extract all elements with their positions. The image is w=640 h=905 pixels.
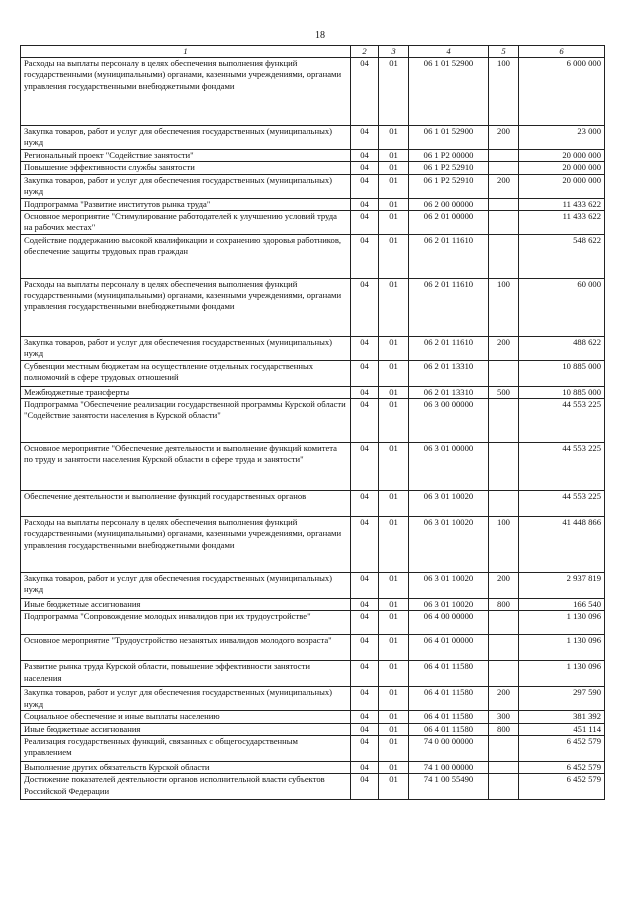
table-row [21,336,605,360]
row-subsection: 01 [379,611,409,635]
row-amount: 41 448 866 [519,517,605,573]
table-row [21,599,605,611]
table-row [21,736,605,762]
table-row [21,517,605,573]
row-amount: 1 130 096 [519,661,605,687]
row-target-code: 06 4 01 11580 [409,723,489,735]
row-amount: 20 000 000 [519,174,605,198]
row-subsection: 01 [379,336,409,360]
row-name: Региональный проект "Содействие занятости" [21,150,351,162]
row-expense-type [489,611,519,635]
row-subsection: 01 [379,210,409,234]
table-row [21,386,605,398]
row-name: Основное мероприятие "Обеспечение деятельности и выполнение функций комитета по труду и занятости населения Курской области в сфере труда и занятости" [21,443,351,491]
row-subsection: 01 [379,762,409,774]
row-amount: 10 885 000 [519,386,605,398]
row-expense-type: 300 [489,711,519,723]
table-row [21,723,605,735]
row-section: 04 [351,399,379,443]
table-row [21,126,605,150]
row-target-code: 06 3 01 10020 [409,491,489,517]
row-section: 04 [351,443,379,491]
table-row [21,573,605,599]
row-target-code: 06 3 01 10020 [409,517,489,573]
row-section: 04 [351,723,379,735]
table-row [21,443,605,491]
table-row [21,635,605,661]
table-row [21,687,605,711]
row-amount: 451 114 [519,723,605,735]
row-section: 04 [351,198,379,210]
row-target-code: 06 2 01 13310 [409,386,489,398]
row-target-code: 06 2 01 11610 [409,234,489,278]
row-subsection: 01 [379,162,409,174]
table-row [21,360,605,386]
row-name: Закупка товаров, работ и услуг для обеспечения государственных (муниципальных) нужд [21,573,351,599]
column-header: 5 [489,46,519,58]
row-name: Достижение показателей деятельности органов исполнительной власти субъектов Российской Федерации [21,774,351,800]
row-name: Содействие поддержанию высокой квалификации и сохранению здоровья работников, обеспечение защиты трудовых прав граждан [21,234,351,278]
row-subsection: 01 [379,723,409,735]
row-target-code: 06 1 P2 52910 [409,162,489,174]
row-amount: 44 553 225 [519,443,605,491]
table-row [21,174,605,198]
row-amount: 23 000 [519,126,605,150]
row-amount: 1 130 096 [519,611,605,635]
row-subsection: 01 [379,599,409,611]
row-subsection: 01 [379,399,409,443]
table-row [21,711,605,723]
row-section: 04 [351,174,379,198]
row-amount: 20 000 000 [519,150,605,162]
row-section: 04 [351,336,379,360]
budget-table [20,45,605,800]
row-subsection: 01 [379,234,409,278]
row-section: 04 [351,162,379,174]
row-expense-type [489,635,519,661]
row-target-code: 06 2 01 00000 [409,210,489,234]
row-expense-type: 200 [489,687,519,711]
row-target-code: 06 3 01 10020 [409,599,489,611]
row-name: Расходы на выплаты персоналу в целях обеспечения выполнения функций государственными (муниципальными) органами, казенными учреждениями, органами управления государственными внебюджетными фондами [21,278,351,336]
row-expense-type: 200 [489,336,519,360]
row-name: Обеспечение деятельности и выполнение функций государственных органов [21,491,351,517]
row-section: 04 [351,635,379,661]
row-expense-type: 200 [489,573,519,599]
row-target-code: 74 1 00 55490 [409,774,489,800]
row-target-code: 06 4 01 11580 [409,687,489,711]
row-section: 04 [351,278,379,336]
row-section: 04 [351,150,379,162]
row-name: Расходы на выплаты персоналу в целях обеспечения выполнения функций государственными (муниципальными) органами, казенными учреждениями, органами управления государственными внебюджетными фондами [21,517,351,573]
row-name: Закупка товаров, работ и услуг для обеспечения государственных (муниципальных) нужд [21,336,351,360]
row-name: Межбюджетные трансферты [21,386,351,398]
row-name: Выполнение других обязательств Курской области [21,762,351,774]
row-section: 04 [351,58,379,126]
row-expense-type [489,774,519,800]
row-amount: 488 622 [519,336,605,360]
table-row [21,210,605,234]
row-name: Иные бюджетные ассигнования [21,599,351,611]
table-row [21,198,605,210]
row-target-code: 06 2 01 13310 [409,360,489,386]
table-row [21,491,605,517]
row-amount: 297 590 [519,687,605,711]
row-subsection: 01 [379,58,409,126]
row-subsection: 01 [379,278,409,336]
row-name: Закупка товаров, работ и услуг для обеспечения государственных (муниципальных) нужд [21,174,351,198]
row-amount: 20 000 000 [519,162,605,174]
row-section: 04 [351,611,379,635]
row-name: Социальное обеспечение и иные выплаты населению [21,711,351,723]
row-subsection: 01 [379,736,409,762]
table-row [21,150,605,162]
row-subsection: 01 [379,360,409,386]
row-name: Повышение эффективности службы занятости [21,162,351,174]
row-expense-type [489,198,519,210]
column-header: 4 [409,46,489,58]
row-expense-type [489,399,519,443]
table-row [21,162,605,174]
row-name: Подпрограмма "Обеспечение реализации государственной программы Курской области "Содействие занятости населения в Курской области" [21,399,351,443]
row-section: 04 [351,234,379,278]
column-header: 3 [379,46,409,58]
row-name: Основное мероприятие "Трудоустройство незанятых инвалидов молодого возраста" [21,635,351,661]
column-header: 2 [351,46,379,58]
row-target-code: 74 1 00 00000 [409,762,489,774]
row-subsection: 01 [379,126,409,150]
row-expense-type [489,234,519,278]
page-number: 18 [315,30,325,41]
row-name: Закупка товаров, работ и услуг для обеспечения государственных (муниципальных) нужд [21,687,351,711]
row-subsection: 01 [379,150,409,162]
row-section: 04 [351,661,379,687]
row-target-code: 06 3 01 10020 [409,573,489,599]
table-row [21,278,605,336]
row-target-code: 74 0 00 00000 [409,736,489,762]
row-target-code: 06 4 01 11580 [409,711,489,723]
row-expense-type: 800 [489,599,519,611]
row-amount: 1 130 096 [519,635,605,661]
table-row [21,234,605,278]
row-expense-type [489,736,519,762]
row-target-code: 06 1 01 52900 [409,58,489,126]
row-section: 04 [351,210,379,234]
row-subsection: 01 [379,174,409,198]
row-amount: 6 000 000 [519,58,605,126]
row-subsection: 01 [379,491,409,517]
row-name: Закупка товаров, работ и услуг для обеспечения государственных (муниципальных) нужд [21,126,351,150]
row-amount: 166 540 [519,599,605,611]
row-expense-type: 100 [489,278,519,336]
row-target-code: 06 4 01 00000 [409,635,489,661]
table-row [21,611,605,635]
row-target-code: 06 1 P2 00000 [409,150,489,162]
row-subsection: 01 [379,774,409,800]
row-amount: 381 392 [519,711,605,723]
row-subsection: 01 [379,386,409,398]
row-section: 04 [351,573,379,599]
table-row [21,58,605,126]
table-row [21,399,605,443]
row-target-code: 06 4 00 00000 [409,611,489,635]
row-subsection: 01 [379,661,409,687]
row-name: Иные бюджетные ассигнования [21,723,351,735]
row-amount: 6 452 579 [519,762,605,774]
row-name: Развитие рынка труда Курской области, повышение эффективности занятости населения [21,661,351,687]
row-amount: 60 000 [519,278,605,336]
column-header: 1 [21,46,351,58]
row-name: Реализация государственных функций, связанных с общегосударственным управлением [21,736,351,762]
row-section: 04 [351,711,379,723]
row-amount: 548 622 [519,234,605,278]
row-amount: 11 433 622 [519,198,605,210]
row-section: 04 [351,687,379,711]
row-expense-type [489,162,519,174]
row-expense-type [489,360,519,386]
row-expense-type: 200 [489,126,519,150]
row-amount: 10 885 000 [519,360,605,386]
table-header-row [21,46,605,58]
row-target-code: 06 2 01 11610 [409,336,489,360]
row-expense-type [489,491,519,517]
row-expense-type: 500 [489,386,519,398]
row-section: 04 [351,736,379,762]
row-subsection: 01 [379,635,409,661]
row-amount: 44 553 225 [519,399,605,443]
row-target-code: 06 3 01 00000 [409,443,489,491]
row-section: 04 [351,491,379,517]
row-amount: 11 433 622 [519,210,605,234]
row-expense-type [489,150,519,162]
row-target-code: 06 2 00 00000 [409,198,489,210]
row-amount: 44 553 225 [519,491,605,517]
row-section: 04 [351,360,379,386]
row-subsection: 01 [379,517,409,573]
row-name: Подпрограмма "Развитие институтов рынка труда" [21,198,351,210]
row-subsection: 01 [379,711,409,723]
row-section: 04 [351,599,379,611]
row-section: 04 [351,126,379,150]
row-target-code: 06 3 00 00000 [409,399,489,443]
row-expense-type: 100 [489,517,519,573]
row-section: 04 [351,386,379,398]
row-expense-type [489,762,519,774]
row-target-code: 06 4 01 11580 [409,661,489,687]
row-expense-type: 200 [489,174,519,198]
row-name: Подпрограмма "Сопровождение молодых инвалидов при их трудоустройстве" [21,611,351,635]
row-subsection: 01 [379,687,409,711]
row-name: Расходы на выплаты персоналу в целях обеспечения выполнения функций государственными (муниципальными) органами, казенными учреждениями, органами управления государственными внебюджетными фондами [21,58,351,126]
row-name: Основное мероприятие "Стимулирование работодателей к улучшению условий труда на рабочих местах" [21,210,351,234]
row-section: 04 [351,762,379,774]
table-row [21,661,605,687]
row-section: 04 [351,517,379,573]
row-subsection: 01 [379,198,409,210]
row-name: Субвенции местным бюджетам на осуществление отдельных государственных полномочий в сфере трудовых отношений [21,360,351,386]
row-subsection: 01 [379,573,409,599]
row-expense-type [489,210,519,234]
row-subsection: 01 [379,443,409,491]
row-amount: 6 452 579 [519,774,605,800]
row-expense-type [489,661,519,687]
row-target-code: 06 2 01 11610 [409,278,489,336]
row-amount: 2 937 819 [519,573,605,599]
table-row [21,762,605,774]
row-expense-type: 100 [489,58,519,126]
row-expense-type [489,443,519,491]
row-amount: 6 452 579 [519,736,605,762]
row-expense-type: 800 [489,723,519,735]
row-target-code: 06 1 01 52900 [409,126,489,150]
row-section: 04 [351,774,379,800]
table-row [21,774,605,800]
column-header: 6 [519,46,605,58]
row-target-code: 06 1 P2 52910 [409,174,489,198]
